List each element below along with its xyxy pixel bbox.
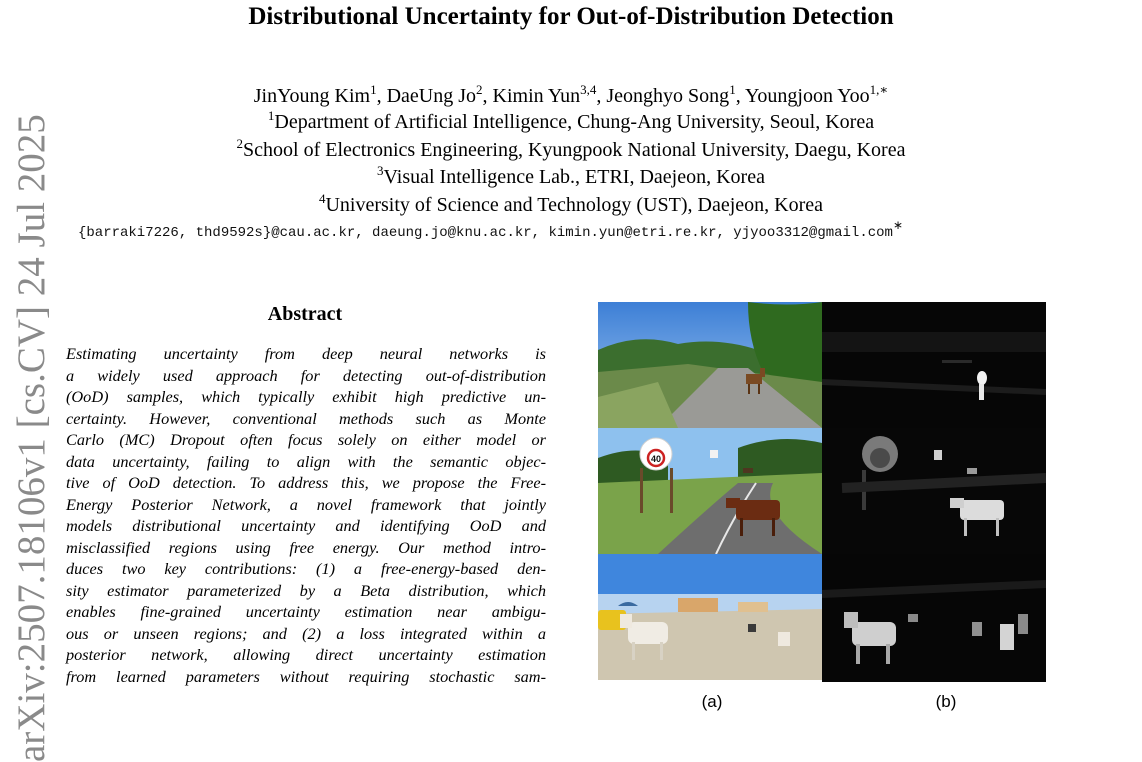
abstract-line: models distributional uncertainty and identifying OoD and xyxy=(66,516,546,535)
author-emails xyxy=(78,218,903,243)
author-name: JinYoung Kim xyxy=(253,85,371,107)
abstract-line: data uncertainty, failing to align with the semantic objec- xyxy=(66,451,546,471)
author-list: JinYoung Kim$^1$, DaeUng Jo$^2$, Kimin Yun$^{3,4}$, Jeonghyo Song$^1$, Youngjoon Yoo$^{1,∗}$ xyxy=(253,82,889,107)
abstract-line: Carlo (MC) Dropout often focus solely on either model or xyxy=(66,430,546,449)
affiliation-sup: 1 xyxy=(267,108,275,123)
abstract-body xyxy=(66,343,546,687)
affiliation-sup: 2 xyxy=(236,136,244,151)
author-sup: 1 xyxy=(729,82,736,97)
paper-title: Distributional Uncertainty for Out-of-Distribution Detection xyxy=(248,3,894,30)
figure-caption-b: (b) xyxy=(935,692,957,711)
affiliation-sup: 4 xyxy=(318,191,326,206)
affiliation-text: Visual Intelligence Lab., ETRI, Daejeon, Korea xyxy=(383,166,765,188)
arxiv-identifier: arXiv:2507.18106v1 [cs.CV] 24 Jul 2025 xyxy=(10,114,53,762)
author-sup: 1,∗ xyxy=(869,82,889,97)
abstract-line: duces two key contributions: (1) a free-energy-based den- xyxy=(66,559,546,578)
author-name: DaeUng Jo xyxy=(386,85,477,107)
affiliation-text: University of Science and Technology (UST), Daejeon, Korea xyxy=(325,194,824,216)
affiliation xyxy=(0,109,1142,135)
affiliation xyxy=(0,192,1142,218)
author-name: Kimin Yun xyxy=(492,85,581,107)
abstract-line: misclassified regions using free energy. Our method intro- xyxy=(66,537,546,557)
photo-cow-road xyxy=(598,428,822,554)
corresponding-mark: ∗ xyxy=(892,218,903,232)
speed-sign-text: 40 xyxy=(650,454,662,464)
photo-street-livestock xyxy=(598,554,822,680)
abstract-line: (OoD) samples, which typically exhibit high predictive un- xyxy=(66,387,546,406)
photo-road-horse xyxy=(598,302,822,428)
abstract-line: Energy Posterior Network, a novel framework that jointly xyxy=(66,494,546,514)
abstract-line: Estimating uncertainty from deep neural networks is xyxy=(66,344,546,363)
author-sup: 2 xyxy=(476,82,483,97)
abstract-line: from learned parameters without requiring stochastic sam- xyxy=(66,666,546,686)
affiliation-text: School of Electronics Engineering, Kyungpook National University, Daegu, Korea xyxy=(243,139,906,161)
uncertainty-map-2 xyxy=(822,428,1046,554)
abstract-line: sity estimator parameterized by a Beta distribution, which xyxy=(66,580,546,600)
uncertainty-map-1 xyxy=(822,302,1046,428)
affiliation-sup: 3 xyxy=(377,163,384,178)
abstract-line: certainty. However, conventional methods such as Monte xyxy=(66,408,546,428)
abstract-line: posterior network, allowing direct uncertainty estimation xyxy=(66,645,546,664)
author-sup: 3,4 xyxy=(580,82,597,97)
email-list: {barraki7226, thd9592s}@cau.ac.kr, daeung.jo@knu.ac.kr, kimin.yun@etri.re.kr, yjyoo3312@gmail.com xyxy=(78,225,893,241)
figure-caption-a: (a) xyxy=(701,692,723,711)
affiliation xyxy=(0,164,1142,190)
affiliation xyxy=(0,137,1142,163)
author-sup: 1 xyxy=(370,82,377,97)
abstract-line: tive of OoD detection. To address this, we propose the Free- xyxy=(66,473,546,492)
abstract-line: ous or unseen regions; and (2) a loss integrated within a xyxy=(66,623,546,643)
abstract-line: enables fine-grained uncertainty estimation near ambigu- xyxy=(66,602,546,621)
author-name: Youngjoon Yoo xyxy=(744,85,870,107)
figure-1 xyxy=(598,302,1046,682)
uncertainty-map-3 xyxy=(822,554,1046,682)
abstract-heading: Abstract xyxy=(267,303,343,325)
author-name: Jeonghyo Song xyxy=(606,85,730,107)
affiliation-text: Department of Artificial Intelligence, Chung-Ang University, Seoul, Korea xyxy=(274,111,875,133)
abstract-line: a widely used approach for detecting out-of-distribution xyxy=(66,365,546,385)
